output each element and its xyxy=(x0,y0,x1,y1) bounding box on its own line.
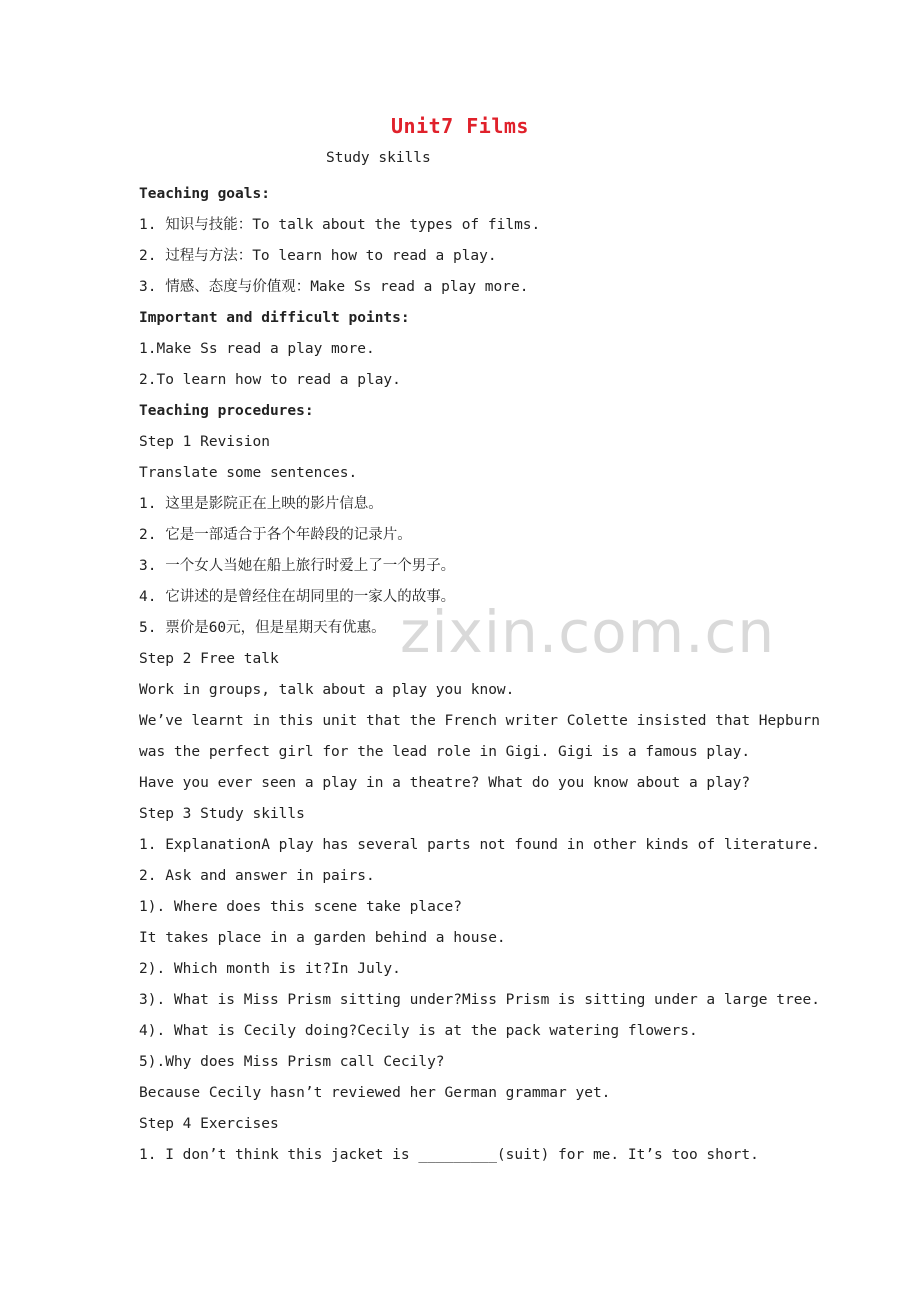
text-line: 1. I don’t think this jacket is _________(suit) for me. It’s too short. xyxy=(139,1147,759,1163)
text-line: 4). What is Cecily doing?Cecily is at the pack watering flowers. xyxy=(139,1023,698,1039)
text-line: Work in groups, talk about a play you know. xyxy=(139,682,515,698)
text-line: 2.To learn how to read a play. xyxy=(139,372,401,388)
text-line: Because Cecily hasn’t reviewed her German grammar yet. xyxy=(139,1085,611,1101)
text-line: 4. 它讲述的是曾经住在胡同里的一家人的故事。 xyxy=(139,589,456,605)
text-line: 3. 一个女人当她在船上旅行时爱上了一个男子。 xyxy=(139,558,456,574)
text-line: Step 1 Revision xyxy=(139,434,270,450)
text-line: Step 2 Free talk xyxy=(139,651,279,667)
text-line: We’ve learnt in this unit that the French writer Colette insisted that Hepburn xyxy=(139,713,820,729)
text-line: 5. 票价是60元，但是星期天有优惠。 xyxy=(139,620,386,636)
document-subtitle: Study skills xyxy=(326,150,431,166)
text-line: 3). What is Miss Prism sitting under?Miss Prism is sitting under a large tree. xyxy=(139,992,820,1008)
text-line: Step 3 Study skills xyxy=(139,806,305,822)
text-line: 2). Which month is it?In July. xyxy=(139,961,401,977)
document-title: Unit7 Films xyxy=(391,114,529,138)
text-line: was the perfect girl for the lead role in Gigi. Gigi is a famous play. xyxy=(139,744,751,760)
text-line: 2. 过程与方法：To learn how to read a play. xyxy=(139,248,497,264)
text-line: Step 4 Exercises xyxy=(139,1116,279,1132)
text-line: Translate some sentences. xyxy=(139,465,358,481)
text-line: 1. 知识与技能：To talk about the types of films. xyxy=(139,217,541,233)
text-line: 2. Ask and answer in pairs. xyxy=(139,868,375,884)
text-line: 5).Why does Miss Prism call Cecily? xyxy=(139,1054,445,1070)
text-line: 1. ExplanationA play has several parts not found in other kinds of literature. xyxy=(139,837,820,853)
text-line: 3. 情感、态度与价值观：Make Ss read a play more. xyxy=(139,279,529,295)
document-body xyxy=(139,179,820,1171)
text-line: 1. 这里是影院正在上映的影片信息。 xyxy=(139,496,383,512)
section-heading: Teaching goals: xyxy=(139,186,270,202)
text-line: Have you ever seen a play in a theatre? What do you know about a play? xyxy=(139,775,751,791)
text-line: 1). Where does this scene take place? xyxy=(139,899,463,915)
text-line: It takes place in a garden behind a house. xyxy=(139,930,506,946)
text-line: 2. 它是一部适合于各个年龄段的记录片。 xyxy=(139,527,412,543)
text-line: 1.Make Ss read a play more. xyxy=(139,341,375,357)
section-heading: Teaching procedures: xyxy=(139,403,314,419)
watermark-text: zixin.com.cn xyxy=(400,598,776,666)
section-heading: Important and difficult points: xyxy=(139,310,410,326)
